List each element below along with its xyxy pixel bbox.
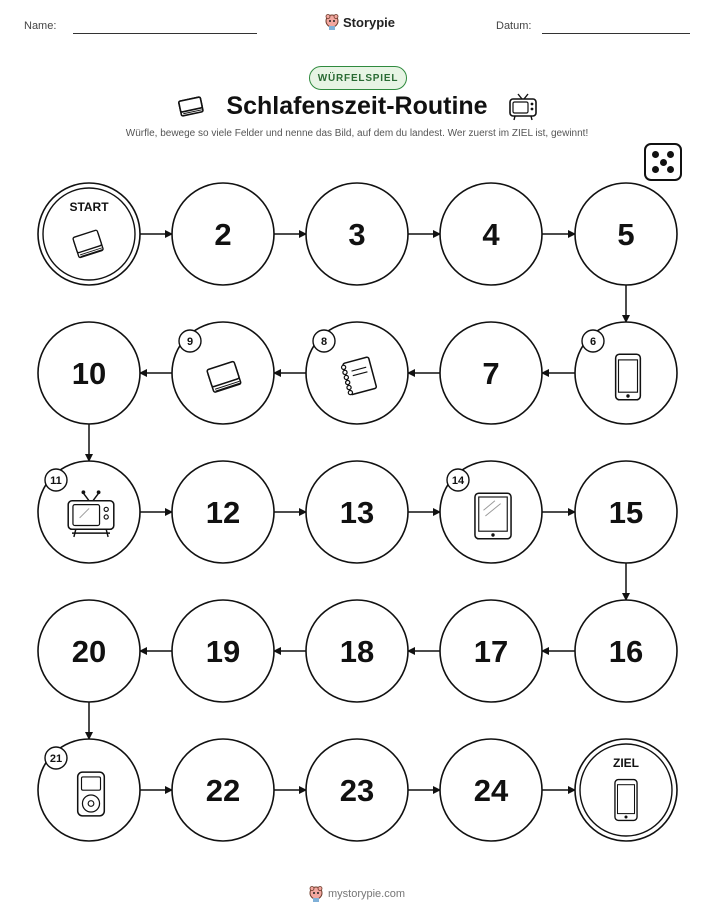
page-title: Schlafenszeit-Routine [226, 92, 488, 120]
board-space-17 [440, 600, 542, 702]
date-label: Datum: [496, 20, 532, 32]
space-number: 12 [205, 495, 241, 530]
space-number: 17 [473, 634, 509, 669]
space-number: 20 [71, 634, 107, 669]
board-space-19 [172, 600, 274, 702]
space-number: 4 [482, 217, 500, 252]
space-number: 3 [348, 217, 366, 252]
space-number: 2 [214, 217, 232, 252]
space-number: 21 [49, 753, 63, 765]
board-space-7 [440, 322, 542, 424]
space-number: 22 [205, 773, 241, 808]
board-space-16 [575, 600, 677, 702]
space-number: 10 [71, 356, 107, 391]
board-space-5 [575, 183, 677, 285]
space-number: 6 [589, 336, 597, 348]
space-number: 11 [50, 475, 62, 487]
music-player-icon [78, 772, 105, 816]
space-number: 15 [608, 495, 644, 530]
board-space-22 [172, 739, 274, 841]
board-space-24 [440, 739, 542, 841]
space-number: 23 [339, 773, 375, 808]
footer [0, 886, 714, 902]
board-space-23 [306, 739, 408, 841]
footer-url[interactable]: mystorypie.com [327, 888, 406, 900]
board-space-3 [306, 183, 408, 285]
space-number: 9 [186, 336, 194, 348]
space-number: 13 [339, 495, 375, 530]
space-number: 19 [205, 634, 241, 669]
tablet-icon [475, 493, 511, 539]
space-number: 8 [320, 336, 328, 348]
board-space-18 [306, 600, 408, 702]
storypie-mascot-icon [309, 886, 323, 902]
space-number: 7 [482, 356, 500, 391]
brand-name: Storypie [343, 14, 396, 30]
board-space-15 [575, 461, 677, 563]
space-number: 5 [617, 217, 635, 252]
finish-label: ZIEL [613, 756, 639, 770]
space-number: 18 [339, 634, 375, 669]
board-space-2 [172, 183, 274, 285]
space-number: 16 [608, 634, 644, 669]
game-type-badge: WÜRFELSPIEL [309, 66, 407, 90]
phone-icon [616, 354, 641, 400]
board-space-12 [172, 461, 274, 563]
space-number: 24 [473, 773, 509, 808]
board-space-10 [38, 322, 140, 424]
board-space-4 [440, 183, 542, 285]
instructions: Würfle, bewege so viele Felder und nenne das Bild, auf dem du landest. Wer zuerst im ZIEL ist, gewinnt! [125, 128, 589, 139]
board-space-20 [38, 600, 140, 702]
start-label: START [69, 200, 109, 214]
name-label: Name: [24, 20, 57, 32]
board-space-13 [306, 461, 408, 563]
space-number: 14 [451, 475, 465, 487]
phone-icon [615, 780, 637, 821]
